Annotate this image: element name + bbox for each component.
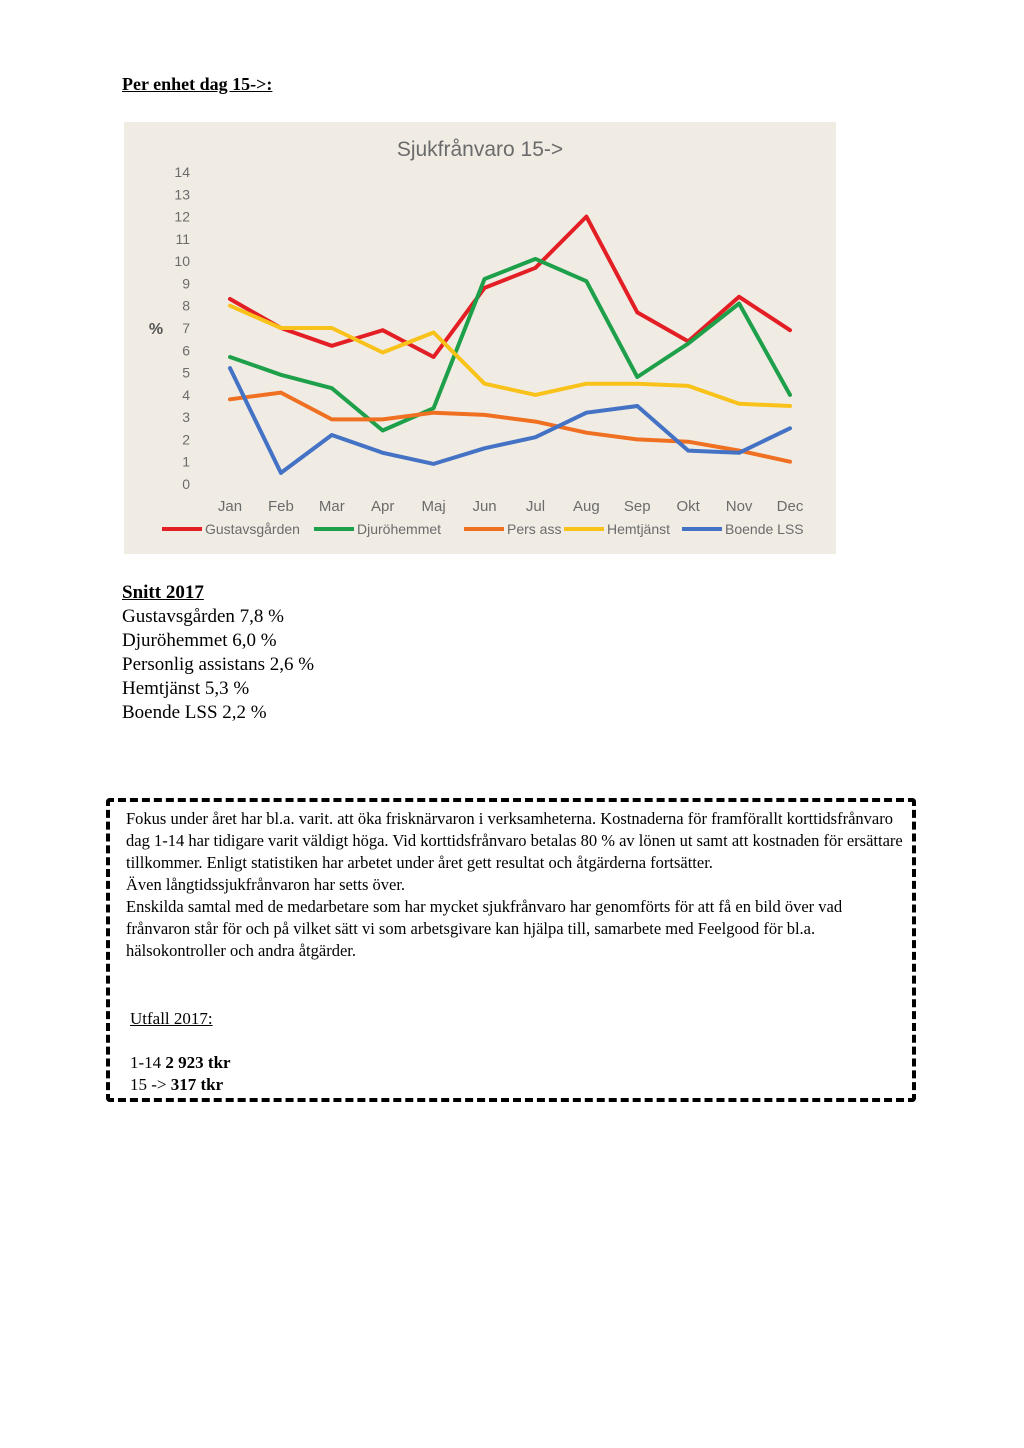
x-tick-label: Sep <box>623 498 651 515</box>
page-heading: Per enhet dag 15->: <box>122 74 273 94</box>
x-tick-label: Feb <box>267 498 294 515</box>
averages-title: Snitt 2017 <box>122 582 204 603</box>
y-tick-label: 5 <box>182 364 190 381</box>
outcome-row <box>130 1074 231 1096</box>
y-tick-label: 6 <box>182 342 190 359</box>
average-line: Personlig assistans 2,6 % <box>122 654 315 675</box>
x-tick-label: Jul <box>525 498 546 515</box>
info-paragraph: Även långtidssjukfrånvaron har setts över. <box>126 875 406 894</box>
x-tick-label: Nov <box>725 498 753 515</box>
average-line: Hemtjänst 5,3 % <box>122 678 250 699</box>
chart-container <box>124 122 836 554</box>
info-paragraph: Fokus under året har bl.a. varit. att öka frisknärvaron i verksamheterna. Kostnaderna för framförallt korttidsfrånvaro dag 1-14 har tidigare varit väldigt höga. Vid korttidsfrånvaro betalas 80 % av lönen ut samt att kostnaden för ersättare tillkommer. Enligt statistiken har arbetet under året gett resultat och åtgärderna fortsätter. <box>126 809 903 872</box>
x-tick-label: Aug <box>573 498 600 515</box>
averages-section <box>122 581 314 725</box>
chart-title: Sjukfrånvaro 15-> <box>396 138 564 161</box>
x-tick-label: Okt <box>676 498 700 515</box>
y-tick-label: 7 <box>182 320 190 336</box>
line-chart <box>124 122 836 554</box>
x-tick-label: Mar <box>318 498 345 515</box>
x-tick-label: Jun <box>472 498 497 515</box>
x-tick-label: Dec <box>776 498 804 515</box>
y-tick-label: 1 <box>182 453 190 470</box>
info-paragraph: Enskilda samtal med de medarbetare som har mycket sjukfrånvaro har genomförts för att få en bild över vad frånvaron står för och på vilket sätt vi som arbetsgivare kan hjälpa till, samarbete med Feelgood för bl.a. hälsokontroller och andra åtgärder. <box>126 897 843 960</box>
series-line <box>230 259 790 431</box>
y-tick-label: 8 <box>182 297 190 314</box>
legend-label: Gustavsgården <box>205 521 300 537</box>
y-tick-label: 2 <box>182 431 190 448</box>
legend-label: Djuröhemmet <box>357 521 442 537</box>
y-tick-label: 14 <box>174 164 190 180</box>
y-tick-label: 3 <box>182 409 190 426</box>
outcome-value: 317 tkr <box>170 1075 224 1094</box>
outcome-label: 15 -> <box>130 1075 167 1094</box>
outcome-value: 2 923 tkr <box>165 1053 231 1072</box>
y-tick-label: 9 <box>182 275 190 292</box>
outcome-title: Utfall 2017: <box>130 1009 213 1028</box>
y-axis-label: % <box>148 321 164 338</box>
outcome-section <box>130 1008 231 1096</box>
series-line <box>230 217 790 357</box>
y-tick-label: 4 <box>182 386 190 403</box>
info-text <box>126 808 910 962</box>
legend-label: Hemtjänst <box>607 521 671 537</box>
series-line <box>230 306 790 406</box>
outcome-row <box>130 1052 231 1074</box>
x-tick-label: Jan <box>217 498 243 515</box>
y-tick-label: 11 <box>175 230 190 247</box>
x-tick-label: Apr <box>371 498 395 515</box>
average-line: Gustavsgården 7,8 % <box>122 606 284 627</box>
average-line: Djuröhemmet 6,0 % <box>122 630 277 651</box>
y-tick-label: 10 <box>174 253 190 270</box>
y-tick-label: 0 <box>182 476 190 492</box>
y-tick-label: 13 <box>174 186 190 203</box>
legend-label: Boende LSS <box>725 521 804 537</box>
average-line: Boende LSS 2,2 % <box>122 702 267 723</box>
x-tick-label: Maj <box>421 498 446 515</box>
y-tick-label: 12 <box>174 208 190 225</box>
legend-label: Pers ass <box>507 521 562 537</box>
outcome-label: 1-14 <box>130 1053 162 1072</box>
info-box <box>106 798 916 1102</box>
